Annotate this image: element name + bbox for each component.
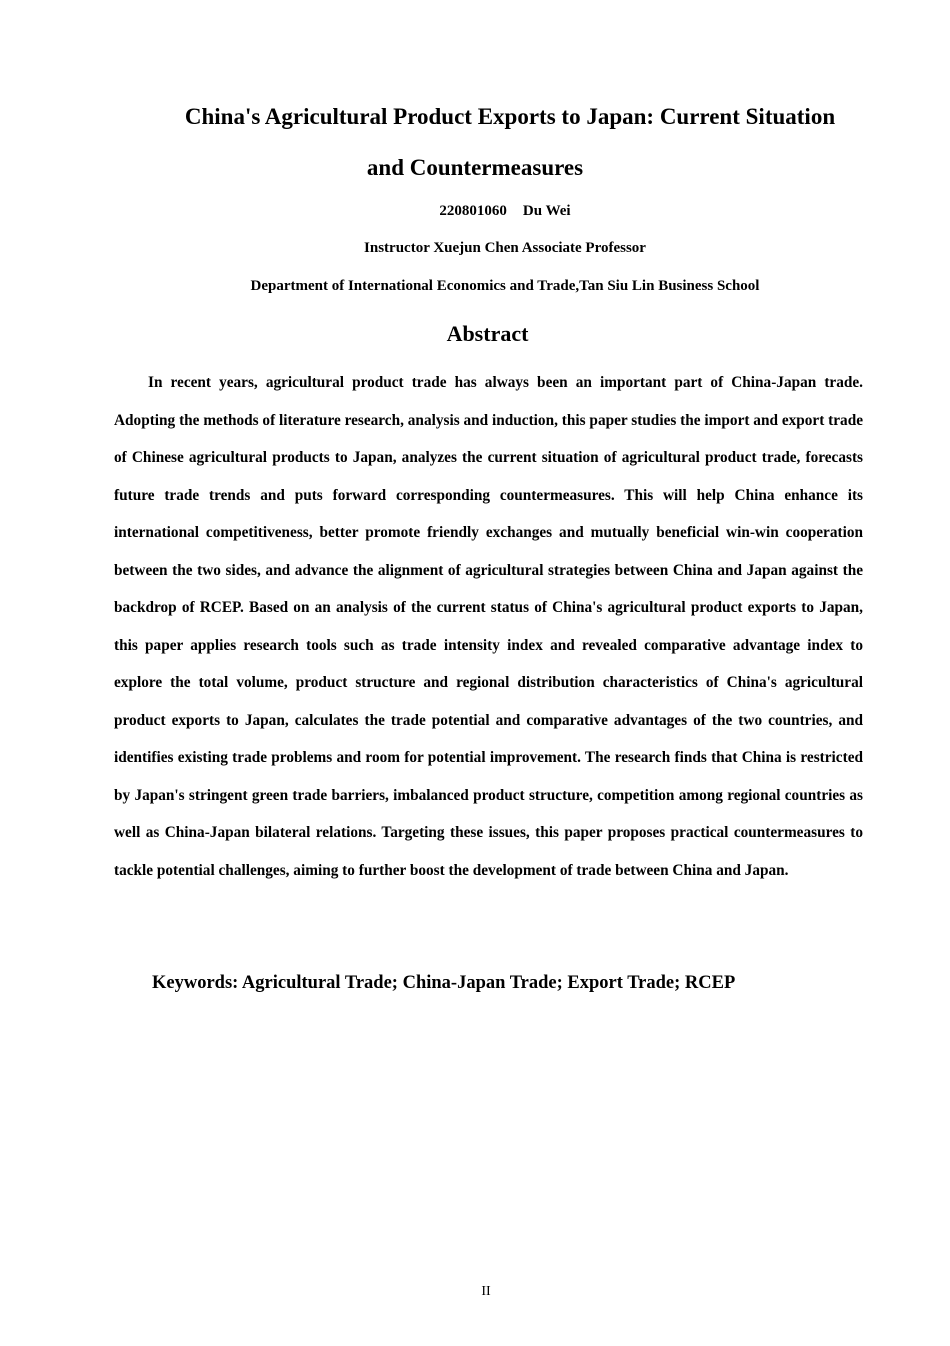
author-name: Du Wei <box>522 203 571 219</box>
keywords-line: Keywords: Agricultural Trade; China-Japan Trade; Export Trade; RCEP <box>152 973 736 993</box>
paper-title-line-1: China's Agricultural Product Exports to Japan: Current Situation <box>184 104 836 129</box>
abstract-heading: Abstract <box>446 321 529 346</box>
abstract-body: In recent years, agricultural product trade has always been an important part of China-Japan trade. Adopting the methods of literature research, analysis and induction, this paper studies the import and export trade of Chinese agricultural products to Japan, analyzes the current situation of agricultural product trade, forecasts future trade trends and puts forward corresponding countermeasures. This will help China enhance its international competitiveness, better promote friendly exchanges and mutually beneficial win-win cooperation between the two sides, and advance the alignment of agricultural strategies between China and Japan against the backdrop of RCEP. Based on an analysis of the current status of China's agricultural product exports to Japan, this paper applies research tools such as trade intensity index and revealed comparative advantage index to explore the total volume, product structure and regional distribution characteristics of China's agricultural product exports to Japan, calculates the trade potential and comparative advantages of the two countries, and identifies existing trade problems and room for potential improvement. The research finds that China is restricted by Japan's stringent green trade barriers, imbalanced product structure, competition among regional countries as well as China-Japan bilateral relations. Targeting these issues, this paper proposes practical countermeasures to tackle potential challenges, aiming to further boost the development of trade between China and Japan. <box>114 374 863 879</box>
instructor-line: Instructor Xuejun Chen Associate Professor <box>364 240 646 256</box>
author-line <box>60 201 950 221</box>
page-number: II <box>481 1284 491 1299</box>
department-line: Department of International Economics and Trade,Tan Siu Lin Business School <box>250 278 760 294</box>
student-id: 220801060 <box>439 203 507 219</box>
paper-title-line-2: and Countermeasures <box>366 155 584 180</box>
